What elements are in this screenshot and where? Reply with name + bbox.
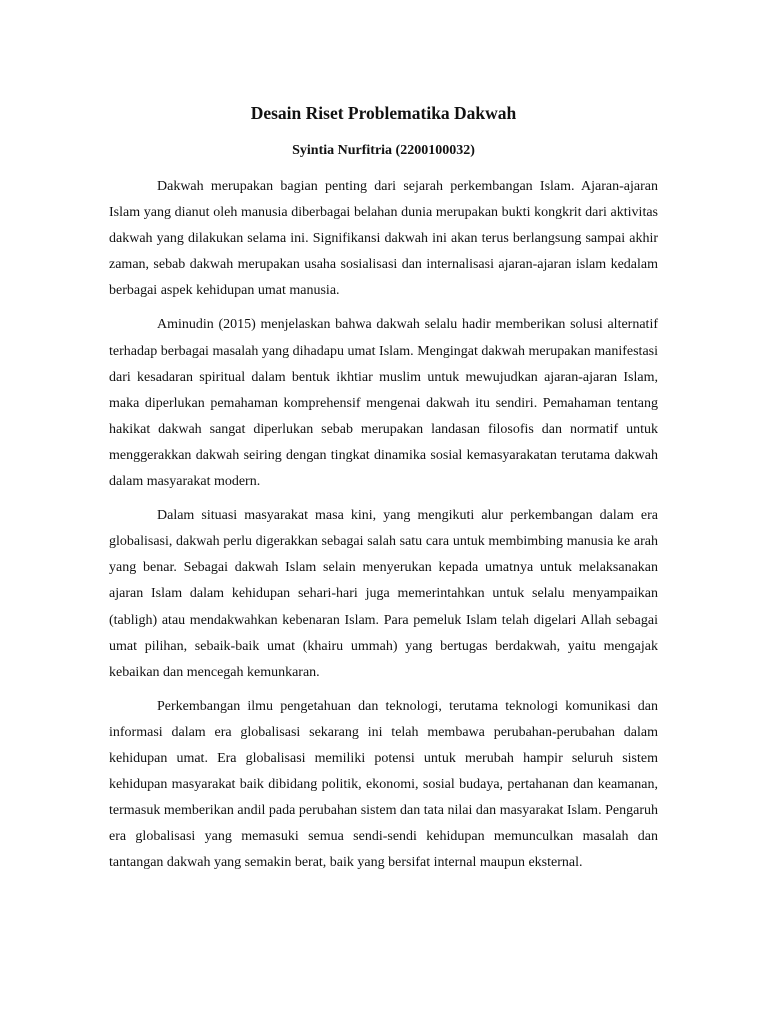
paragraph-1: Dakwah merupakan bagian penting dari sejarah perkembangan Islam. Ajaran-ajaran Islam yang dianut oleh manusia diberbagai belahan dunia merupakan bukti kongkrit dari aktivitas dakwah yang dilakukan selama ini. Signifikansi dakwah ini akan terus berlangsung sampai akhir zaman, sebab dakwah merupakan usaha sosialisasi dan internalisasi ajaran-ajaran islam kedalam berbagai aspek kehidupan umat manusia.	[109, 179, 658, 299]
document-content	[109, 101, 658, 884]
paragraph-4: Perkembangan ilmu pengetahuan dan teknologi, terutama teknologi komunikasi dan informasi dalam era globalisasi sekarang ini telah membawa perubahan-perubahan dalam kehidupan umat. Era globalisasi memiliki potensi untuk merubah hampir seluruh sistem kehidupan masyarakat baik dibidang politik, ekonomi, sosial budaya, pertahanan dan keamanan, termasuk memberikan andil pada perubahan sistem dan tata nilai dan masyarakat Islam. Pengaruh era globalisasi yang memasuki semua sendi-sendi kehidupan memunculkan masalah dan tantangan dakwah yang semakin berat, baik yang bersifat internal maupun eksternal.	[109, 698, 658, 871]
author-line: Syintia Nurfitria (2200100032)	[292, 143, 475, 158]
document-body	[109, 174, 658, 876]
paragraph-3: Dalam situasi masyarakat masa kini, yang mengikuti alur perkembangan dalam era globalisasi, dakwah perlu digerakkan sebagai salah satu cara untuk membimbing manusia ke arah yang benar. Sebagai dakwah Islam selain menyerukan kepada umatnya untuk melaksanakan ajaran Islam dalam kehidupan sehari-hari juga memerintahkan untuk selalu menyampaikan (tabligh) atau mendakwahkan kebenaran Islam. Para pemeluk Islam telah digelari Allah sebagai umat pilihan, sebaik-baik umat (khairu ummah) yang bertugas berdakwah, yaitu mengajak kebaikan dan mencegah kemunkaran.	[109, 508, 658, 680]
paragraph-2: Aminudin (2015) menjelaskan bahwa dakwah selalu hadir memberikan solusi alternatif terhadap berbagai masalah yang dihadapu umat Islam. Mengingat dakwah merupakan manifestasi dari kesadaran spiritual dalam bentuk ikhtiar muslim untuk mewujudkan ajaran-ajaran Islam, maka diperlukan pemahaman komprehensif mengenai dakwah itu sendiri. Pemahaman tentang hakikat dakwah sangat diperlukan sebab merupakan landasan filosofis dan normatif untuk menggerakkan dakwah seiring dengan tingkat dinamika sosial kemasyarakatan terutama dakwah dalam masyarakat modern.	[109, 317, 658, 490]
document-title: Desain Riset Problematika Dakwah	[250, 103, 517, 123]
